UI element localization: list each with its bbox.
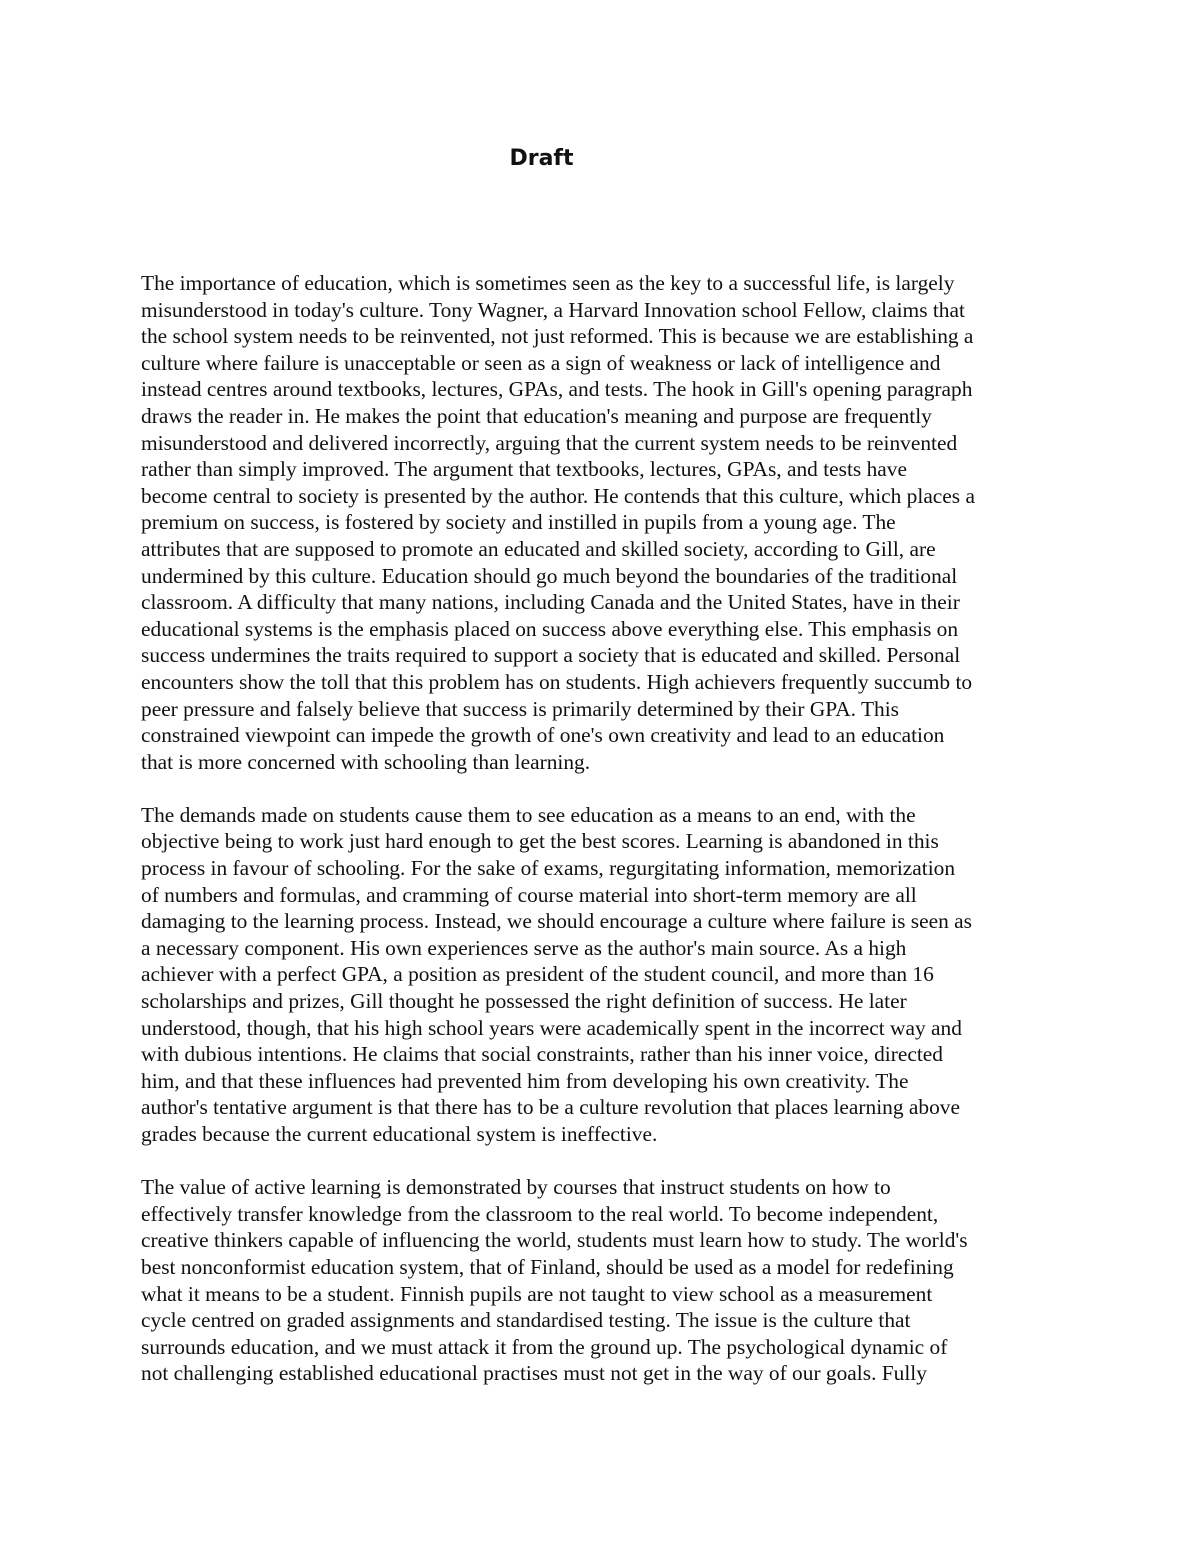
paragraph-3: The value of active learning is demonstrated by courses that instruct students on how to effectively transfer knowledge from the classroom to the real world. To become independent, creative thinkers capable of influencing the world, students must learn how to study. The world's best nonconformist education system, that of Finland, should be used as a model for redefining what it means to be a student. Finnish pupils are not taught to view school as a measurement cycle centred on graded assignments and standardised testing. The issue is the culture that surrounds education, and we must attack it from the ground up. The psychological dynamic of not challenging established educational practises must not get in the way of our goals. Fully	[141, 1175, 968, 1386]
document-body	[141, 270, 1066, 1414]
paragraph-2: The demands made on students cause them to see education as a means to an end, with the objective being to work just hard enough to get the best scores. Learning is abandoned in this process in favour of schooling. For the sake of exams, regurgitating information, memorization of numbers and formulas, and cramming of course material into short-term memory are all damaging to the learning process. Instead, we should encourage a culture where failure is seen as a necessary component. His own experiences serve as the author's main source. As a high achiever with a perfect GPA, a position as president of the student council, and more than 16 scholarships and prizes, Gill thought he possessed the right definition of success. He later understood, though, that his high school years were academically spent in the incorrect way and with dubious intentions. He claims that social constraints, rather than his inner voice, directed him, and that these influences had prevented him from developing his own creativity. The author's tentative argument is that there has to be a culture revolution that places learning above grades because the current educational system is ineffective.	[141, 802, 972, 1146]
paragraph-1: The importance of education, which is sometimes seen as the key to a successful life, is largely misunderstood in today's culture. Tony Wagner, a Harvard Innovation school Fellow, claims that the school system needs to be reinvented, not just reformed. This is because we are establishing a culture where failure is unacceptable or seen as a sign of weakness or lack of intelligence and instead centres around textbooks, lectures, GPAs, and tests. The hook in Gill's opening paragraph draws the reader in. He makes the point that education's meaning and purpose are frequently misunderstood and delivered incorrectly, arguing that the current system needs to be reinvented rather than simply improved. The argument that textbooks, lectures, GPAs, and tests have become central to society is presented by the author. He contends that this culture, which places a premium on success, is fostered by society and instilled in pupils from a young age. The attributes that are supposed to promote an educated and skilled society, according to Gill, are undermined by this culture. Education should go much beyond the boundaries of the traditional classroom. A difficulty that many nations, including Canada and the United States, have in their educational systems is the emphasis placed on success above everything else. This emphasis on success undermines the traits required to support a society that is educated and skilled. Personal encounters show the toll that this problem has on students. High achievers frequently succumb to peer pressure and falsely believe that success is primarily determined by their GPA. This constrained viewpoint can impede the growth of one's own creativity and lead to an education that is more concerned with schooling than learning.	[141, 271, 975, 774]
document-title: Draft	[509, 146, 574, 171]
